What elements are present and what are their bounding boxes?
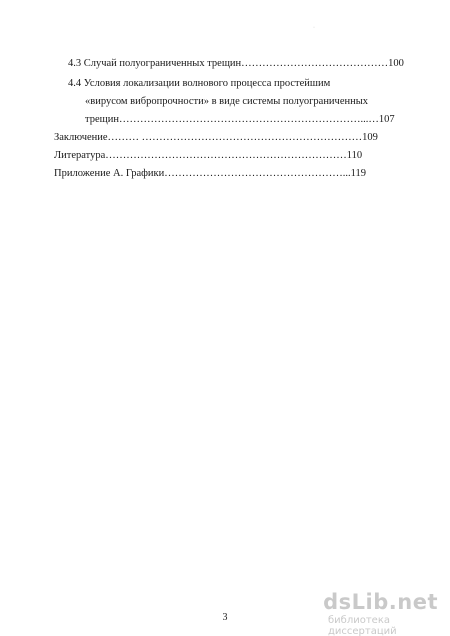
toc-entry-appendix-a: Приложение А. Графики……………………………………………...119 [54,168,367,179]
toc-entry-4-4-line-1: 4.4 Условия локализации волнового процесса простейшим [68,78,331,89]
scan-speck: · [313,25,315,31]
toc-entry-4-3: 4.3 Случай полуограниченных трещин……………………………………100 [68,58,404,69]
toc-entry-conclusion: Заключение……… ………………………………………………………109 [54,132,378,143]
page-number: 3 [222,612,228,623]
toc-entry-4-4-line-3: трещин……………………………………………………………...…107 [85,114,395,125]
watermark-title: dsLib.net [323,590,438,614]
watermark-subtitle: библиотека диссертаций [328,615,397,636]
toc-entry-4-4-line-2: «вирусом вибропрочности» в виде системы полуограниченных [85,96,369,107]
toc-entry-references: Литература……………………………………………………………110 [54,150,363,161]
watermark-logo [323,590,438,636]
